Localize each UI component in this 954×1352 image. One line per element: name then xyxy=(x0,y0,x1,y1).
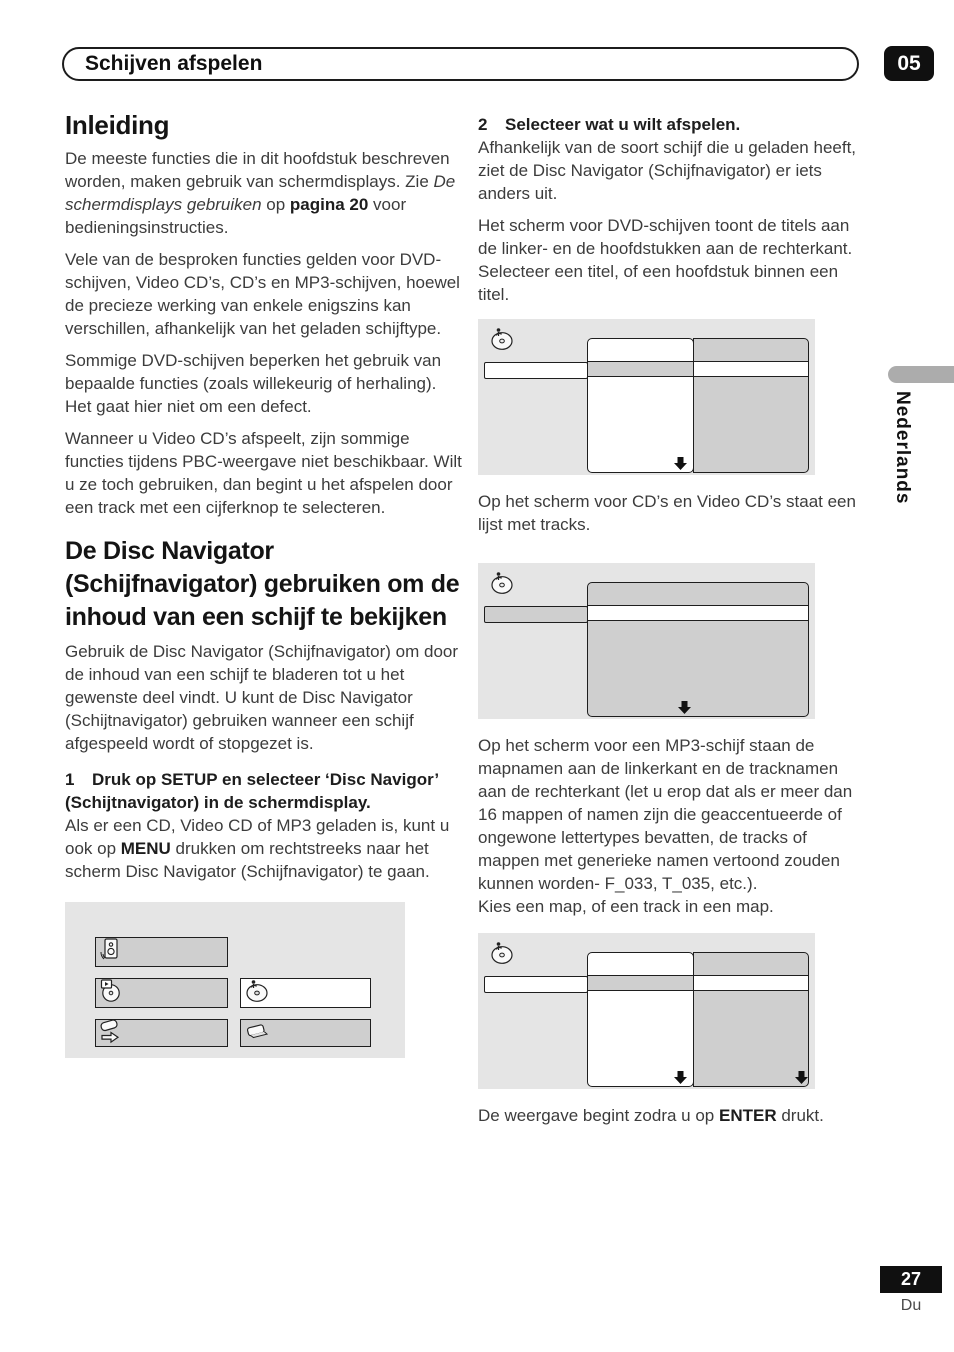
text-run: De meeste functies die in dit hoofdstuk beschreven worden, maken gebruik van schermdisplays. Zie xyxy=(65,149,450,191)
disc-navigator-icon xyxy=(243,978,271,1009)
page-title: Schijven afspelen xyxy=(85,52,263,75)
cd-disc-navigator-screenshot xyxy=(478,563,815,719)
text-run: drukken om rechtstreeks naar het scherm Disc Navigator (Schijfnavigator) te gaan. xyxy=(65,839,430,881)
step-number: 2 xyxy=(478,115,488,134)
paragraph: Vele van de besproken functies gelden voor DVD-schijven, Video CD’s, CD’s en MP3-schijven, hoewel de precieze werking van enkele enigszins kan verschillen, afhankelijk van het geladen schijftype. xyxy=(65,250,460,338)
paragraph: Het scherm voor DVD-schijven toont de titels aan de linker- en de hoofdstukken aan de rechterkant. Selecteer een titel, of een hoofdstuk binnen een titel. xyxy=(478,216,853,304)
dvd-disc-navigator-screenshot xyxy=(478,319,815,475)
speaker-icon xyxy=(98,937,120,968)
text-run: voor bedieningsinstructies. xyxy=(65,195,407,237)
text-run-bold: pagina 20 xyxy=(289,195,369,214)
paragraph: Wanneer u Video CD’s afspeelt, zijn sommige functies tijdens PBC-weergave niet beschikbaar. Wilt u ze toch gebruiken, dan begint u het afspelen door een track met een cijferknop te selecteren. xyxy=(65,429,462,517)
scroll-down-arrow-icon xyxy=(674,1071,687,1084)
step-1-heading xyxy=(65,768,463,814)
chapter-badge: 05 xyxy=(884,46,934,81)
setup-audio-button xyxy=(95,937,228,967)
text-run: Als er een CD, Video CD of MP3 geladen is, kunt u ook op xyxy=(65,816,450,858)
text-run-bold: MENU xyxy=(120,839,171,858)
selected-chapter-row xyxy=(694,361,808,377)
disc-navigator-icon xyxy=(488,940,516,971)
setup-menu-screenshot xyxy=(65,902,405,1058)
track-list-panel xyxy=(587,582,809,717)
disc-info-bar xyxy=(484,606,588,623)
page-number-badge: 27 xyxy=(880,1266,942,1293)
language-label: Nederlands xyxy=(892,391,913,505)
page-header xyxy=(62,47,859,81)
text-run: De weergave begint zodra u op xyxy=(478,1106,719,1125)
left-column xyxy=(65,110,463,1073)
chapter-list-panel xyxy=(693,338,809,473)
paragraph: Op het scherm voor CD’s en Video CD’s staat een lijst met tracks. xyxy=(478,492,856,534)
selected-track-row xyxy=(694,975,808,991)
disc-info-bar xyxy=(484,362,588,379)
step-text: Druk op SETUP en selecteer ‘Disc Navigor’ (Schijtnavigator) in de schermdisplay. xyxy=(65,770,439,812)
paragraph: Kies een map, of een track in een map. xyxy=(478,897,774,916)
selected-folder-row xyxy=(588,975,693,991)
paragraph: Gebruik de Disc Navigator (Schijfnavigator) om door de inhoud van een schijf te bladeren tot u het gewenste deel vindt. U kunt de Disc Navigator (Schijtnavigator) gebruiken wanneer een schijf afgespeeld wordt of stopgezet is. xyxy=(65,642,459,753)
disc-navigator-icon xyxy=(488,326,516,357)
tag-arrow-icon xyxy=(98,1018,126,1049)
language-tab-bar xyxy=(888,366,954,383)
paragraph xyxy=(65,147,463,239)
track-list-panel xyxy=(693,952,809,1087)
disc-navigator-icon xyxy=(488,570,516,601)
paragraph: Sommige DVD-schijven beperken het gebruik van bepaalde functies (zoals willekeurig of herhaling). Het gaat hier niet om een defect. xyxy=(65,351,442,416)
title-list-panel xyxy=(587,338,694,473)
scroll-down-arrow-icon xyxy=(795,1071,808,1084)
step-text: Selecteer wat u wilt afspelen. xyxy=(505,115,741,134)
selected-title-row xyxy=(588,361,693,377)
setup-disc-navigator-button xyxy=(240,978,371,1008)
paragraph: Op het scherm voor een MP3-schijf staan de mapnamen aan de linkerkant en de tracknamen aan de rechterkant (let u erop dat als er meer dan 16 mappen of namen zijn die geaccentueerde of ongewone lettertypes bevatten, de tracks of mappen met generieke namen vertoond zouden kunnen worden- F_033, T_035, etc.). xyxy=(478,736,853,893)
step-number: 1 xyxy=(65,770,75,789)
disc-info-bar xyxy=(484,976,588,993)
setup-exit-button xyxy=(240,1019,371,1047)
step-2-heading xyxy=(478,113,859,136)
eraser-icon xyxy=(243,1019,271,1048)
video-disc-icon xyxy=(98,978,124,1009)
setup-language-button xyxy=(95,1019,228,1047)
text-run-italic: De schermdisplays gebruiken xyxy=(65,172,456,214)
right-column xyxy=(478,113,859,1136)
text-run: op xyxy=(261,195,290,214)
setup-video-button xyxy=(95,978,228,1008)
mp3-disc-navigator-screenshot xyxy=(478,933,815,1089)
language-code: Du xyxy=(900,1297,922,1314)
paragraph: Afhankelijk van de soort schijf die u geladen heeft, ziet de Disc Navigator (Schijfnavigator) er iets anders uit. xyxy=(478,138,857,203)
section-heading-disc-navigator: De Disc Navigator (Schijfnavigator) gebruiken om de inhoud van een schijf te bekijken xyxy=(65,537,460,631)
scroll-down-arrow-icon xyxy=(674,457,687,470)
text-run-bold: ENTER xyxy=(719,1106,777,1125)
paragraph xyxy=(478,1104,859,1127)
text-run: drukt. xyxy=(776,1106,824,1125)
scroll-down-arrow-icon xyxy=(678,701,691,714)
paragraph xyxy=(65,814,463,883)
folder-list-panel xyxy=(587,952,694,1087)
section-heading-inleiding: Inleiding xyxy=(65,110,170,140)
selected-track-row xyxy=(588,605,808,621)
